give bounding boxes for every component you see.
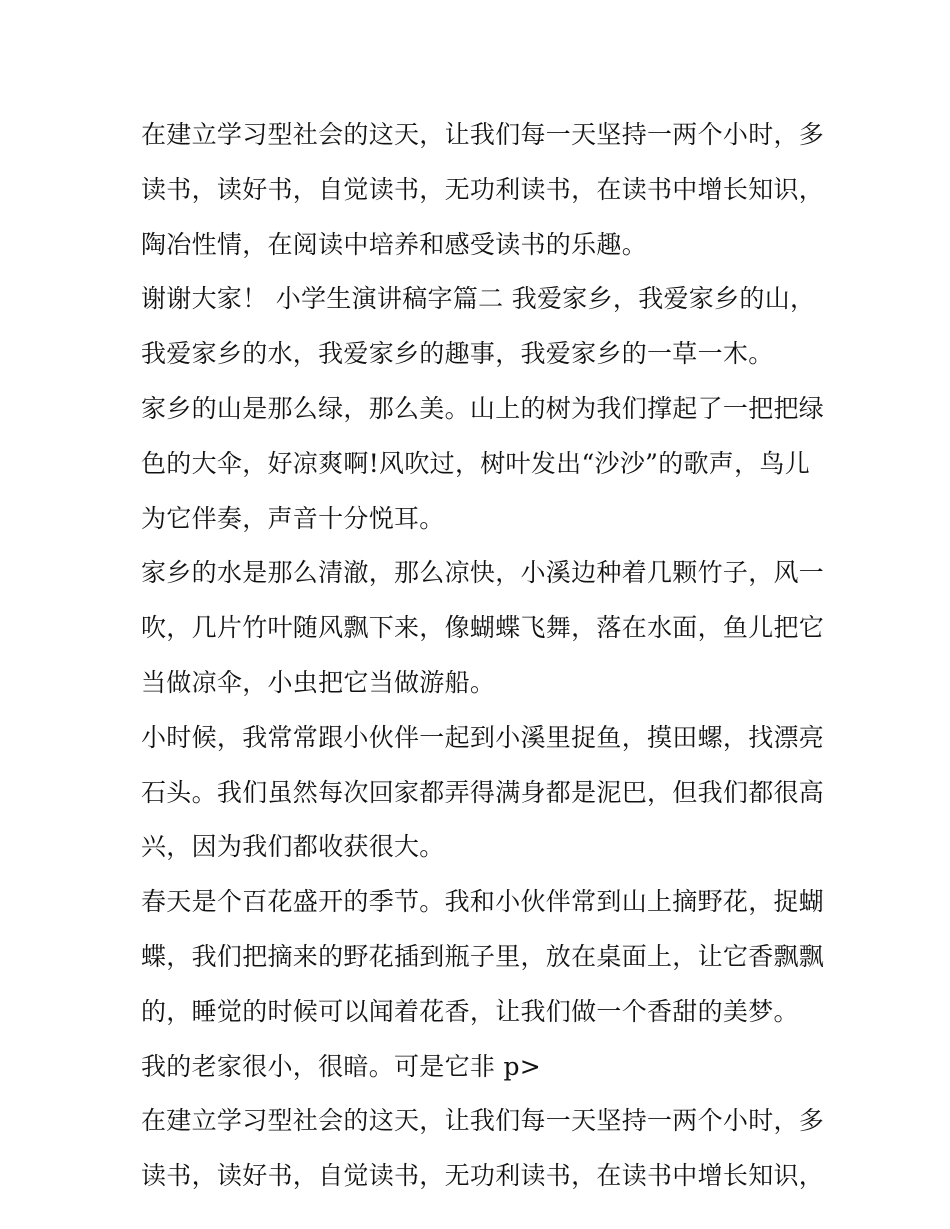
text-line: 在建立学习型社会的这天，让我们每一天坚持一两个小时，多 bbox=[141, 1106, 825, 1136]
paragraph-hometown-water bbox=[141, 546, 825, 710]
paragraph-spring bbox=[141, 875, 825, 1039]
text-line: 陶冶性情，在阅读中培养和感受读书的乐趣。 bbox=[141, 229, 648, 259]
text-line: 当做凉伞，小虫把它当做游船。 bbox=[141, 667, 496, 697]
paragraph-childhood bbox=[141, 711, 825, 875]
text-line: 蝶，我们把摘来的野花插到瓶子里，放在桌面上，让它香飘飘 bbox=[141, 941, 825, 971]
text-line: 石头。我们虽然每次回家都弄得满身都是泥巴，但我们都很高 bbox=[141, 777, 825, 807]
text-line: 为它伴奏，声音十分悦耳。 bbox=[141, 503, 445, 533]
paragraph-old-home bbox=[141, 1040, 821, 1095]
text-line: 吹，几片竹叶随风飘下来，像蝴蝶飞舞，落在水面，鱼儿把它 bbox=[141, 613, 825, 643]
text-line: 兴，因为我们都收获很大。 bbox=[141, 832, 445, 862]
text-line: 读书，读好书，自觉读书，无功利读书，在读书中增长知识， bbox=[141, 1161, 825, 1191]
paragraph-reading-call bbox=[141, 108, 825, 272]
paragraph-speech-two-intro bbox=[141, 272, 821, 382]
text-line: 谢谢大家！ 小学生演讲稿字篇二 我爱家乡，我爱家乡的山， bbox=[141, 284, 816, 314]
text-line: 家乡的山是那么绿，那么美。山上的树为我们撑起了一把把绿 bbox=[141, 393, 825, 423]
text-line: 春天是个百花盛开的季节。我和小伙伴常到山上摘野花，捉蝴 bbox=[141, 887, 825, 917]
document-body bbox=[141, 108, 825, 1204]
text-line: 我的老家很小，很暗。可是它非 p> bbox=[141, 1051, 541, 1081]
text-line: 色的大伞，好凉爽啊!风吹过，树叶发出“沙沙”的歌声，鸟儿 bbox=[141, 448, 811, 478]
paragraph-reading-call-repeat bbox=[141, 1094, 825, 1204]
text-line: 的，睡觉的时候可以闻着花香，让我们做一个香甜的美梦。 bbox=[141, 996, 799, 1026]
text-line: 我爱家乡的水，我爱家乡的趣事，我爱家乡的一草一木。 bbox=[141, 339, 774, 369]
text-line: 读书，读好书，自觉读书，无功利读书，在读书中增长知识， bbox=[141, 174, 825, 204]
text-line: 小时候，我常常跟小伙伴一起到小溪里捉鱼，摸田螺，找漂亮 bbox=[141, 722, 825, 752]
text-line: 家乡的水是那么清澈，那么凉快，小溪边种着几颗竹子，风一 bbox=[141, 558, 825, 588]
paragraph-hometown-mountains bbox=[141, 382, 825, 546]
text-line: 在建立学习型社会的这天，让我们每一天坚持一两个小时，多 bbox=[141, 120, 825, 149]
